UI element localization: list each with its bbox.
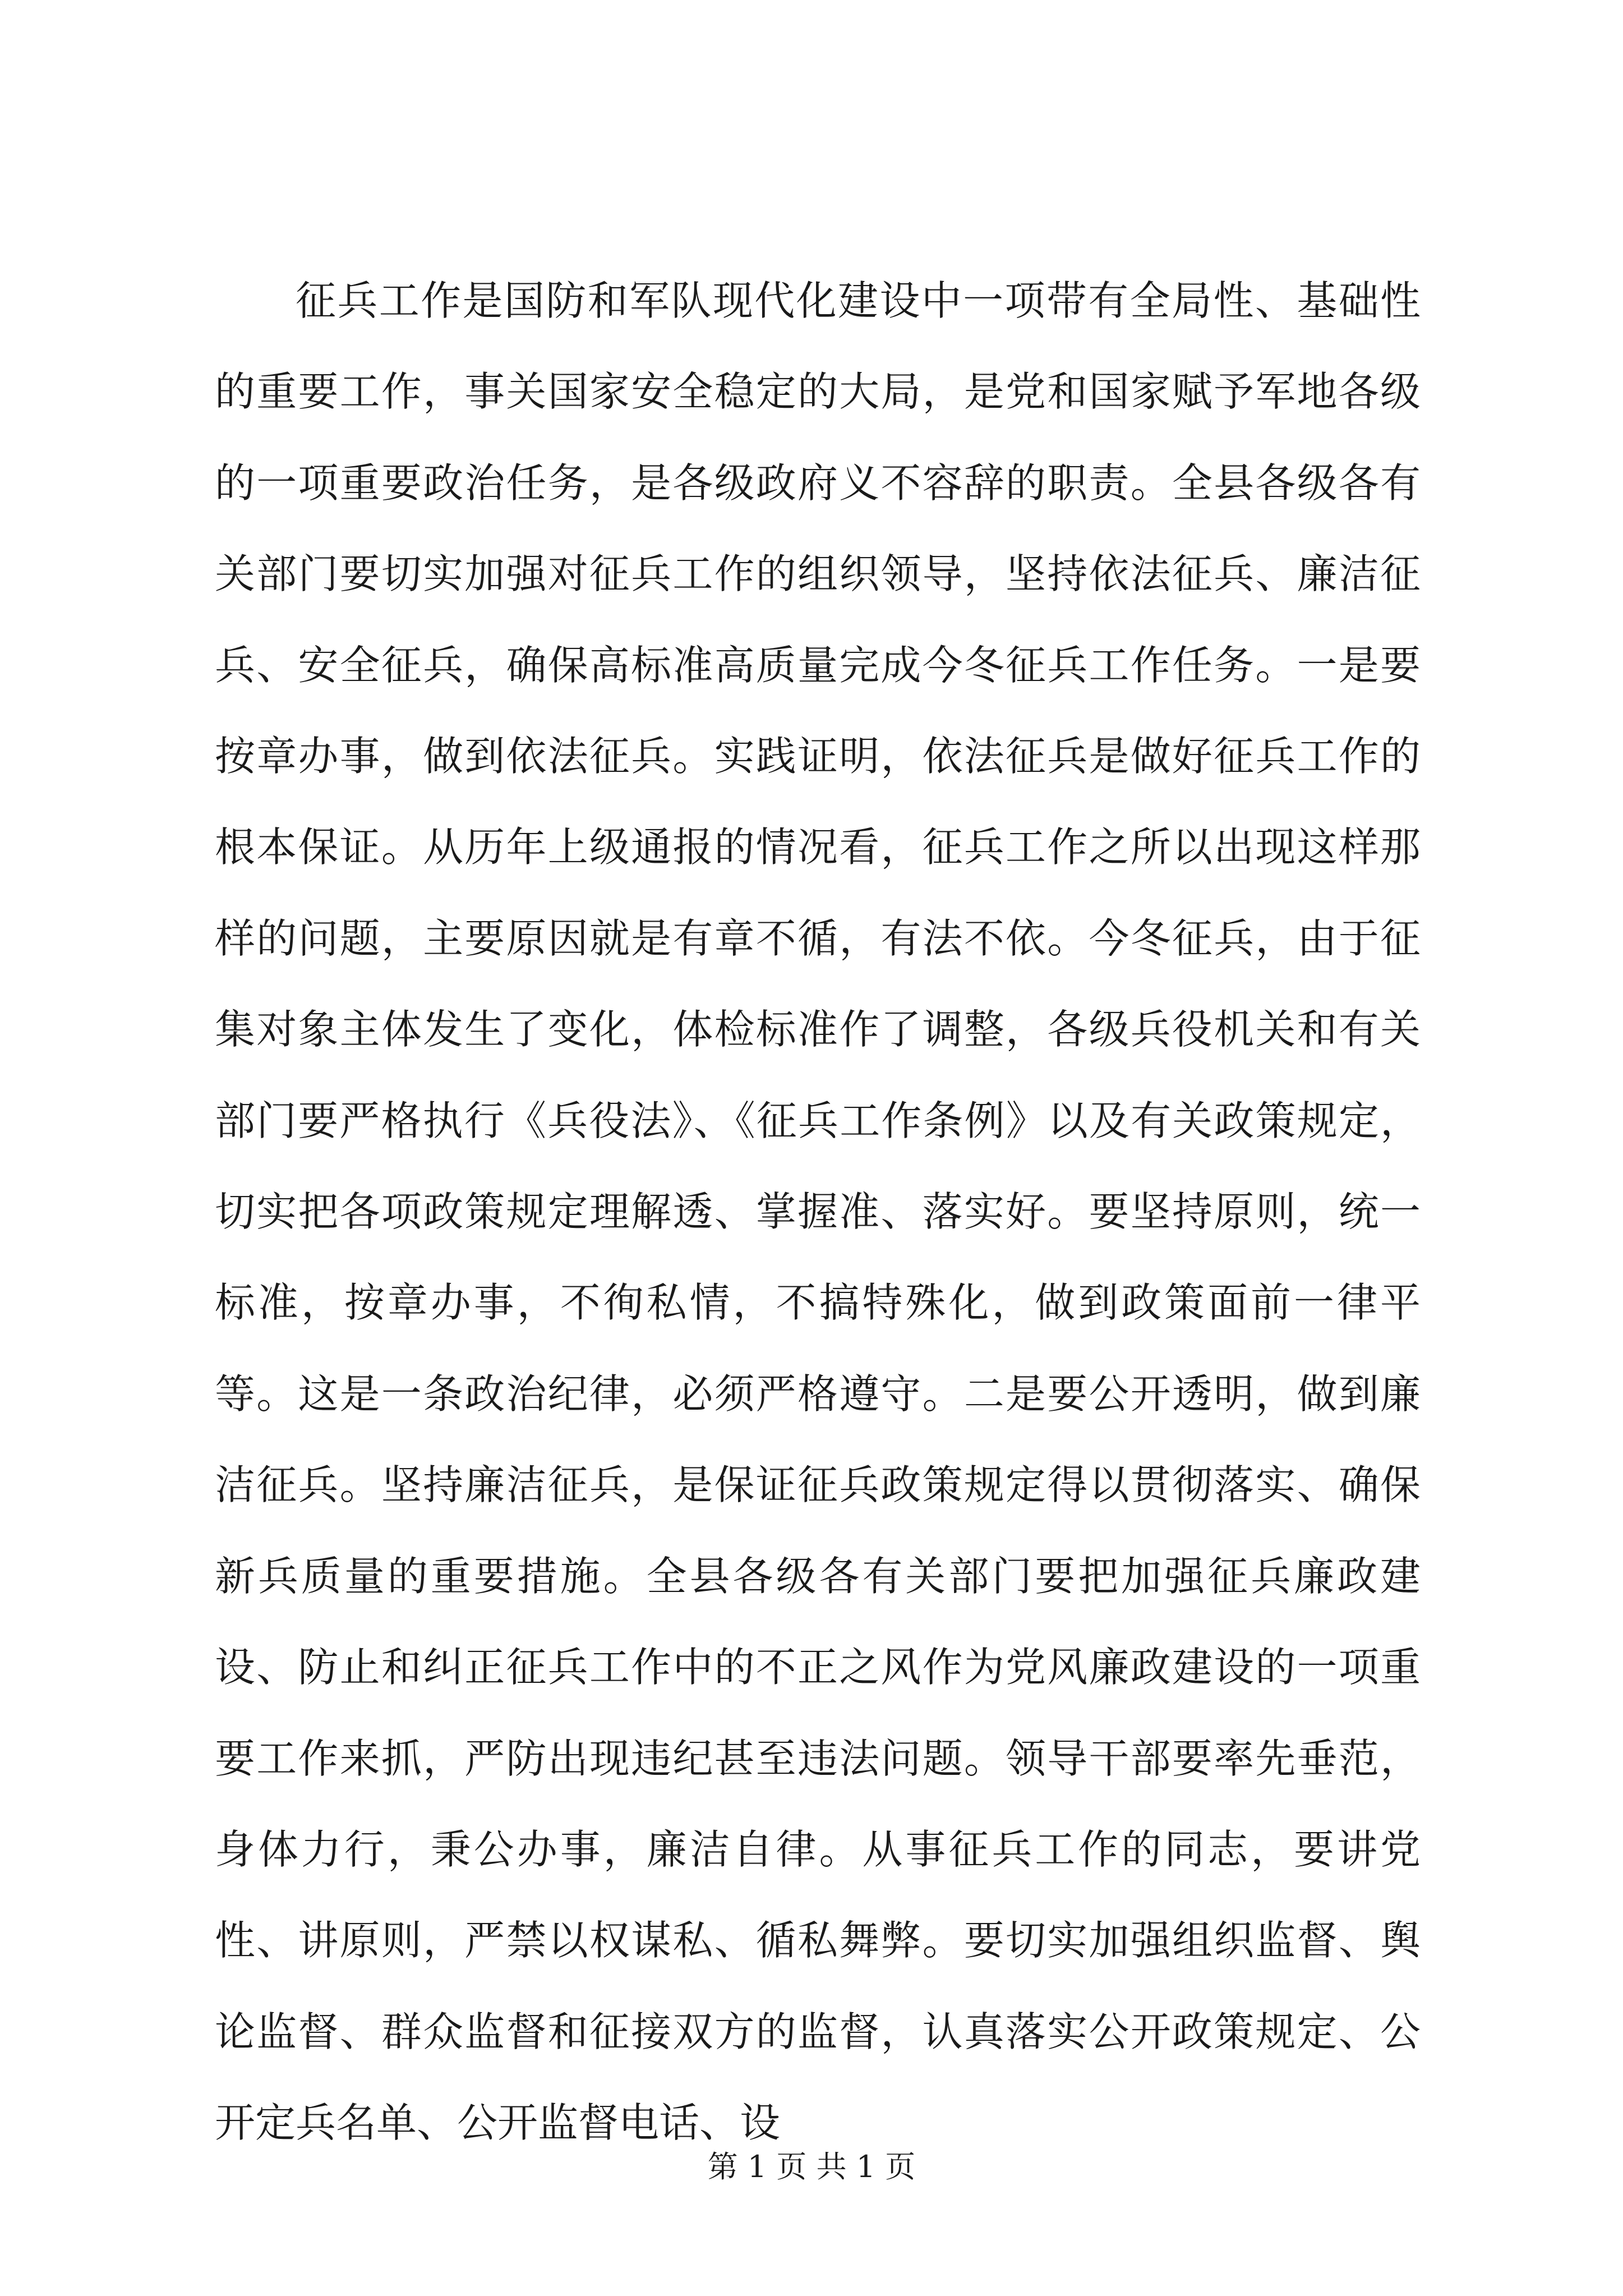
page-number-footer: 第 1 页 共 1 页 bbox=[707, 2149, 916, 2184]
body-paragraph: 征兵工作是国防和军队现代化建设中一项带有全局性、基础性的重要工作，事关国家安全稳定的大局，是党和国家赋予军地各级的一项重要政治任务，是各级政府义不容辞的职责。全县各级各有关部门要切实加强对征兵工作的组织领导，坚持依法征兵、廉洁征兵、安全征兵，确保高标准高质量完成今冬征兵工作任务。一是要按章办事，做到依法征兵。实践证明，依法征兵是做好征兵工作的根本保证。从历年上级通报的情况看，征兵工作之所以出现这样那样的问题，主要原因就是有章不循，有法不依。今冬征兵，由于征集对象主体发生了变化，体检标准作了调整，各级兵役机关和有关部门要严格执行《兵役法》、《征兵工作条例》以及有关政策规定，切实把各项政策规定理解透、掌握准、落实好。要坚持原则，统一标准，按章办事，不徇私情，不搞特殊化，做到政策面前一律平等。这是一条政治纪律，必须严格遵守。二是要公开透明，做到廉洁征兵。坚持廉洁征兵，是保证征兵政策规定得以贯彻落实、确保新兵质量的重要措施。全县各级各有关部门要把加强征兵廉政建设、防止和纠正征兵工作中的不正之风作为党风廉政建设的一项重要工作来抓，严防出现违纪甚至违法问题。领导干部要率先垂范，身体力行，秉公办事，廉洁自律。从事征兵工作的同志，要讲党性、讲原则，严禁以权谋私、循私舞弊。要切实加强组织监督、舆论监督、群众监督和征接双方的监督，认真落实公开政策规定、公开定兵名单、公开监督电话、设 bbox=[215, 277, 1421, 2147]
